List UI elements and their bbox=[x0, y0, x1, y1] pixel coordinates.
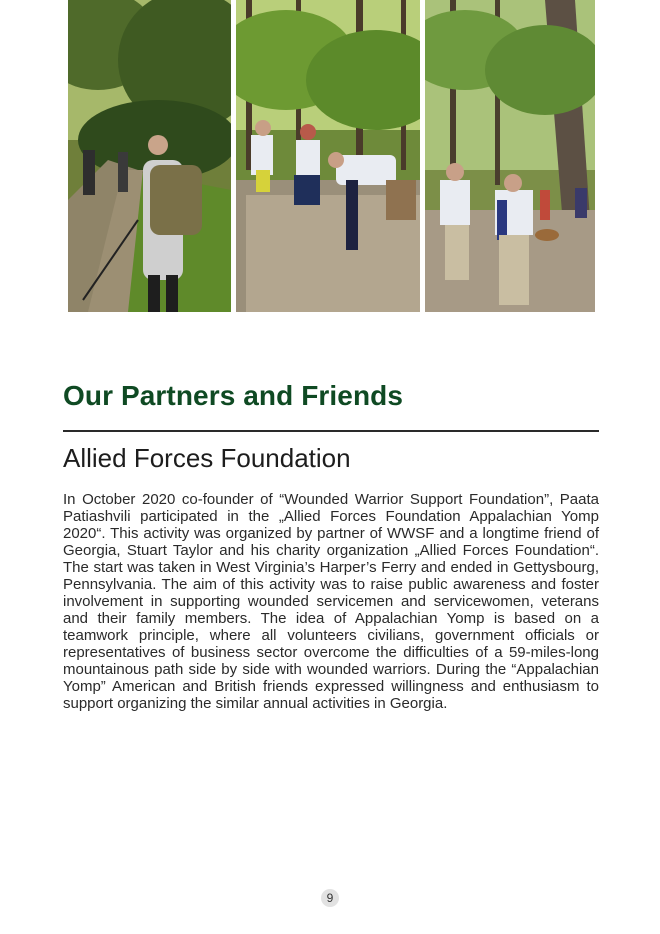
section-divider bbox=[63, 430, 599, 432]
section-title: Our Partners and Friends bbox=[63, 380, 404, 411]
hikers-in-forest-photo bbox=[425, 0, 595, 312]
article-body: In October 2020 co-founder of “Wounded Warrior Support Foundation”, Paata Patiashvili participated in the „Allied Forces Foundation Appalachian Yomp 2020“. This activity was organized by partner of WWSF and a longtime friend of Georgia, Stuart Taylor and his charity organization „Allied Forces Foundation“. The start was taken in West Virginia’s Harper’s Ferry and ended in Gettysbourg, Pennsylvania. The aim of this activity was to raise public awareness and foster involvement in supporting wounded servicemen and servicewomen, veterans and their family members. The idea of Appalachian Yomp is based on a teamwork principle, where all volunteers civilians, government officials or representatives of business sector overcome the difficulties of a 59-miles-long mountainous path side by side with wounded warriors. During the “Appalachian Yomp” American and British friends expressed willingness and enthusiasm to support organizing the similar annual activities in Georgia. bbox=[63, 491, 599, 712]
hikers-resting-photo bbox=[236, 0, 420, 312]
article-title: Allied Forces Foundation bbox=[63, 443, 351, 473]
page-number-badge: 9 bbox=[321, 889, 339, 907]
hikers-on-trail-photo bbox=[68, 0, 231, 312]
